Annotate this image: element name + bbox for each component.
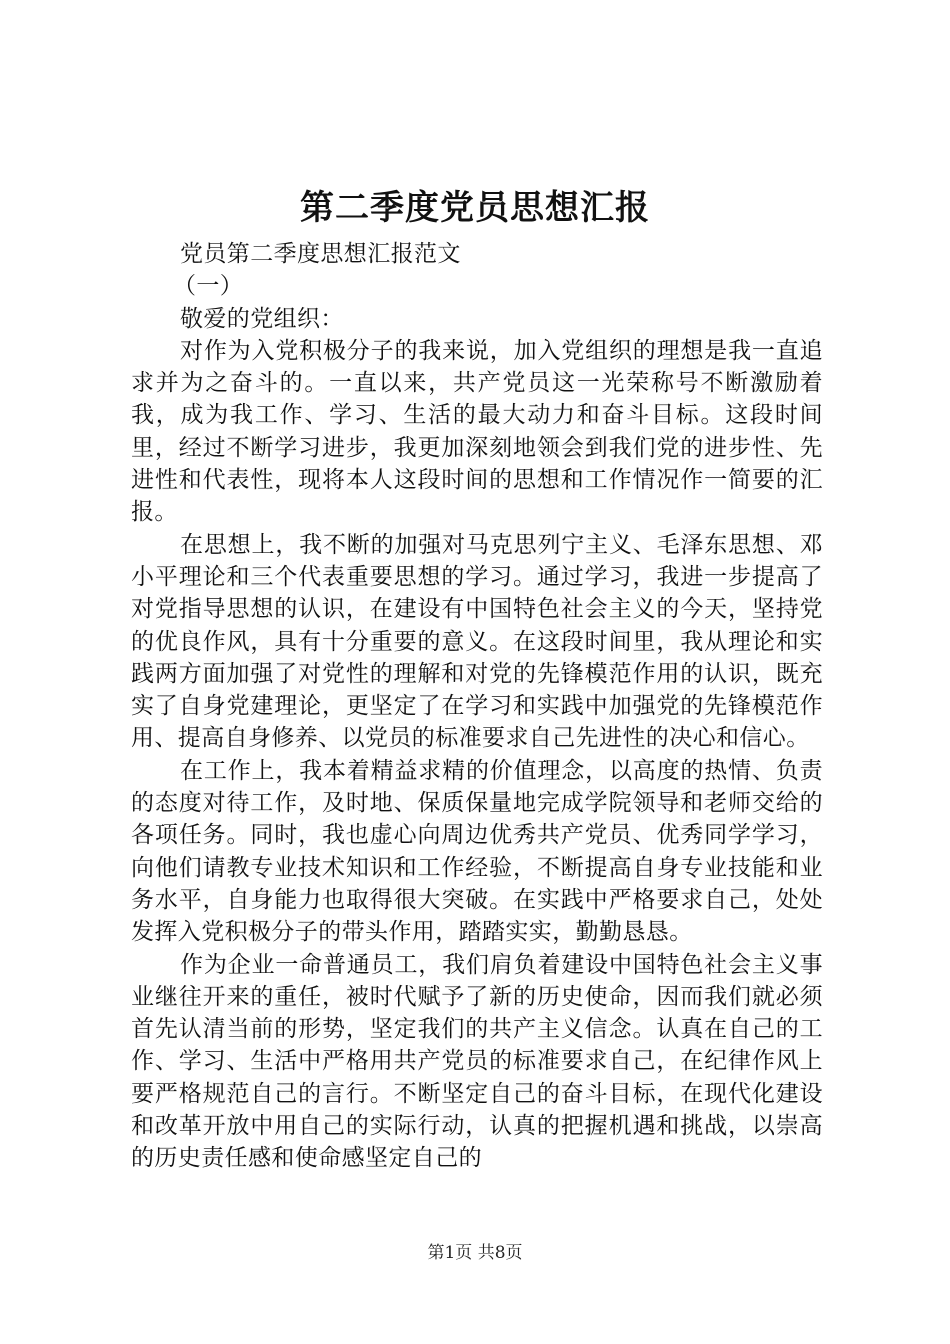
page-number-footer: 第1页 共8页 xyxy=(427,1243,523,1263)
document-body xyxy=(131,238,823,1175)
section-number: （一） xyxy=(173,273,244,300)
paragraph: 对作为入党积极分子的我来说，加入党组织的理想是我一直追求并为之奋斗的。一直以来，共产党员这一光荣称号不断激励着我，成为我工作、学习、生活的最大动力和奋斗目标。这段时间里，经过不断学习进步，我更加深刻地领会到我们党的进步性、先进性和代表性，现将本人这段时间的思想和工作情况作一简要的汇报。 xyxy=(131,337,823,526)
paragraph: 作为企业一命普通员工，我们肩负着建设中国特色社会主义事业继往开来的重任，被时代赋予了新的历史使命，因而我们就必须首先认清当前的形势，坚定我们的共产主义信念。认真在自己的工作、学习、生活中严格用共产党员的标准要求自己，在纪律作风上要严格规范自己的言行。不断坚定自己的奋斗目标，在现代化建设和改革开放中用自己的实际行动，认真的把握机遇和挑战，以崇高的历史责任感和使命感坚定自己的 xyxy=(131,951,823,1172)
salutation: 敬爱的党组织： xyxy=(180,305,344,332)
paragraph: 在思想上，我不断的加强对马克思列宁主义、毛泽东思想、邓小平理论和三个代表重要思想的学习。通过学习，我进一步提高了对党指导思想的认识，在建设有中国特色社会主义的今天，坚持党的优良作风，具有十分重要的意义。在这段时间里，我从理论和实践两方面加强了对党性的理解和对党的先锋模范作用的认识，既充实了自身党建理论，更坚定了在学习和实践中加强党的先锋模范作用、提高自身修养、以党员的标准要求自己先进性的决心和信心。 xyxy=(131,531,823,752)
document-title: 第二季度党员思想汇报 xyxy=(300,188,650,228)
subtitle-line: 党员第二季度思想汇报范文 xyxy=(180,241,461,267)
paragraph: 在工作上，我本着精益求精的价值理念，以高度的热情、负责的态度对待工作，及时地、保质保量地完成学院领导和老师交给的各项任务。同时，我也虚心向周边优秀共产党员、优秀同学学习，向他们请教专业技术知识和工作经验，不断提高自身专业技能和业务水平，自身能力也取得很大突破。在实践中严格要求自己，处处发挥入党积极分子的带头作用，踏踏实实，勤勤恳恳。 xyxy=(131,757,823,946)
